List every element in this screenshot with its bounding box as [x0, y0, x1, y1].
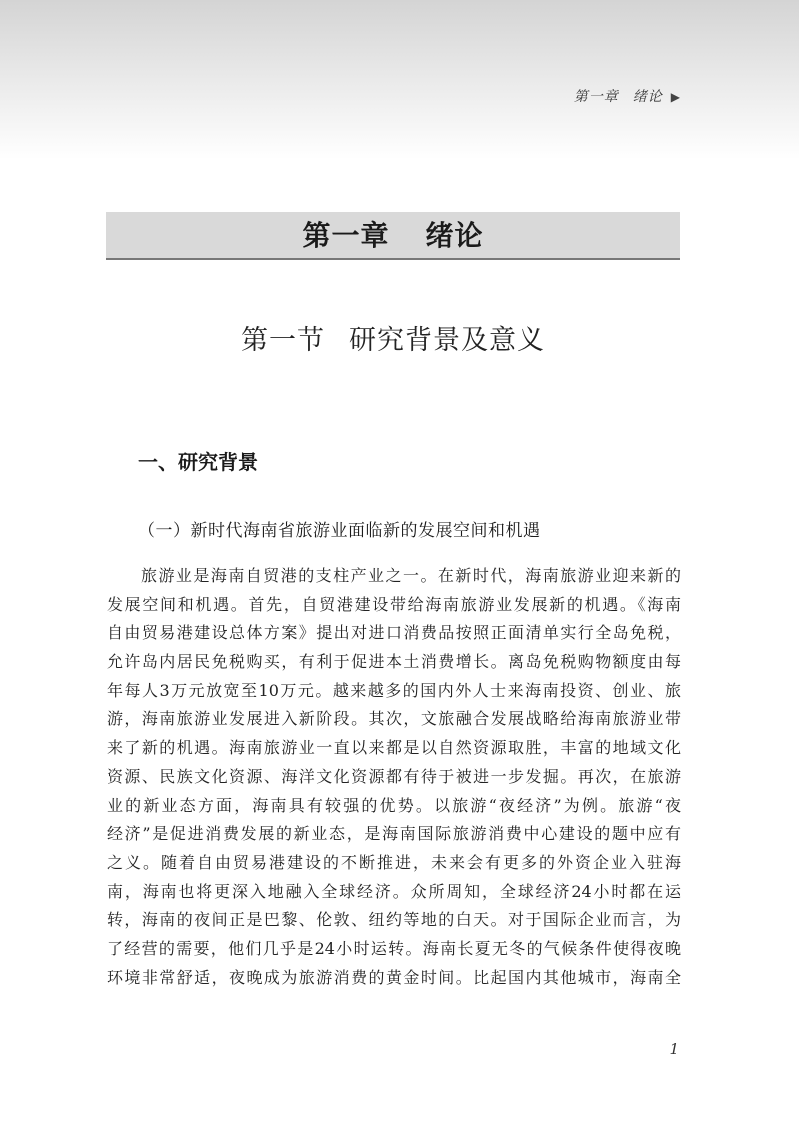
- chapter-title-bar: [106, 212, 680, 260]
- section-title-label: 第一节: [241, 325, 325, 356]
- sub-subsection-heading: （一）新时代海南省旅游业面临新的发展空间和机遇: [138, 521, 541, 541]
- paragraph-line: 允许岛内居民免税购买，有利于促进本土消费增长。离岛免税购物额度由每: [107, 652, 681, 672]
- section-title: [106, 318, 680, 357]
- subsection-heading: 一、研究背景: [138, 450, 258, 474]
- paragraph-line: 发展空间和机遇。首先，自贸港建设带给海南旅游业发展新的机遇。《海南: [107, 594, 681, 614]
- running-header-chapter-name: 绪论: [632, 89, 663, 105]
- paragraph-line: 了经营的需要，他们几乎是24小时运转。海南长夏无冬的气候条件使得夜晚: [107, 938, 681, 958]
- triangle-right-icon: ▶: [670, 90, 681, 104]
- section-title-name: 研究背景及意义: [349, 325, 545, 356]
- paragraph-line: 游，海南旅游业发展进入新阶段。其次，文旅融合发展战略给海南旅游业带: [107, 709, 681, 729]
- chapter-title-name: 绪论: [425, 219, 484, 252]
- paragraph-line: 经济”是促进消费发展的新业态，是海南国际旅游消费中心建设的题中应有: [107, 824, 681, 844]
- paragraph-line: 业的新业态方面，海南具有较强的优势。以旅游“夜经济”为例。旅游“夜: [107, 795, 681, 815]
- paragraph-line: 转，海南的夜间正是巴黎、伦敦、纽约等地的白天。对于国际企业而言，为: [107, 910, 681, 930]
- paragraph-line: 环境非常舒适，夜晚成为旅游消费的黄金时间。比起国内其他城市，海南全: [107, 967, 681, 987]
- running-header-chapter-label: 第一章: [573, 89, 619, 105]
- paragraph-line: 之义。随着自由贸易港建设的不断推进，未来会有更多的外资企业入驻海: [107, 852, 681, 872]
- paragraph-line: 旅游业是海南自贸港的支柱产业之一。在新时代，海南旅游业迎来新的: [141, 566, 681, 585]
- paragraph-line: 自由贸易港建设总体方案》提出对进口消费品按照正面清单实行全岛免税，: [107, 623, 681, 643]
- chapter-title-label: 第一章: [302, 219, 390, 252]
- paragraph-line: 年每人3万元放宽至10万元。越来越多的国内外人士来海南投资、创业、旅: [107, 680, 681, 700]
- body-paragraph: [107, 562, 681, 992]
- chapter-title: [302, 212, 483, 260]
- paragraph-line: 南，海南也将更深入地融入全球经济。众所周知，全球经济24小时都在运: [107, 881, 681, 901]
- page-number: 1: [669, 1040, 679, 1058]
- page-header-band: [0, 0, 799, 160]
- paragraph-line: 来了新的机遇。海南旅游业一直以来都是以自然资源取胜，丰富的地域文化: [107, 738, 681, 758]
- paragraph-line: 资源、民族文化资源、海洋文化资源都有待于被进一步发掘。再次，在旅游: [107, 766, 681, 786]
- running-header: [574, 86, 681, 106]
